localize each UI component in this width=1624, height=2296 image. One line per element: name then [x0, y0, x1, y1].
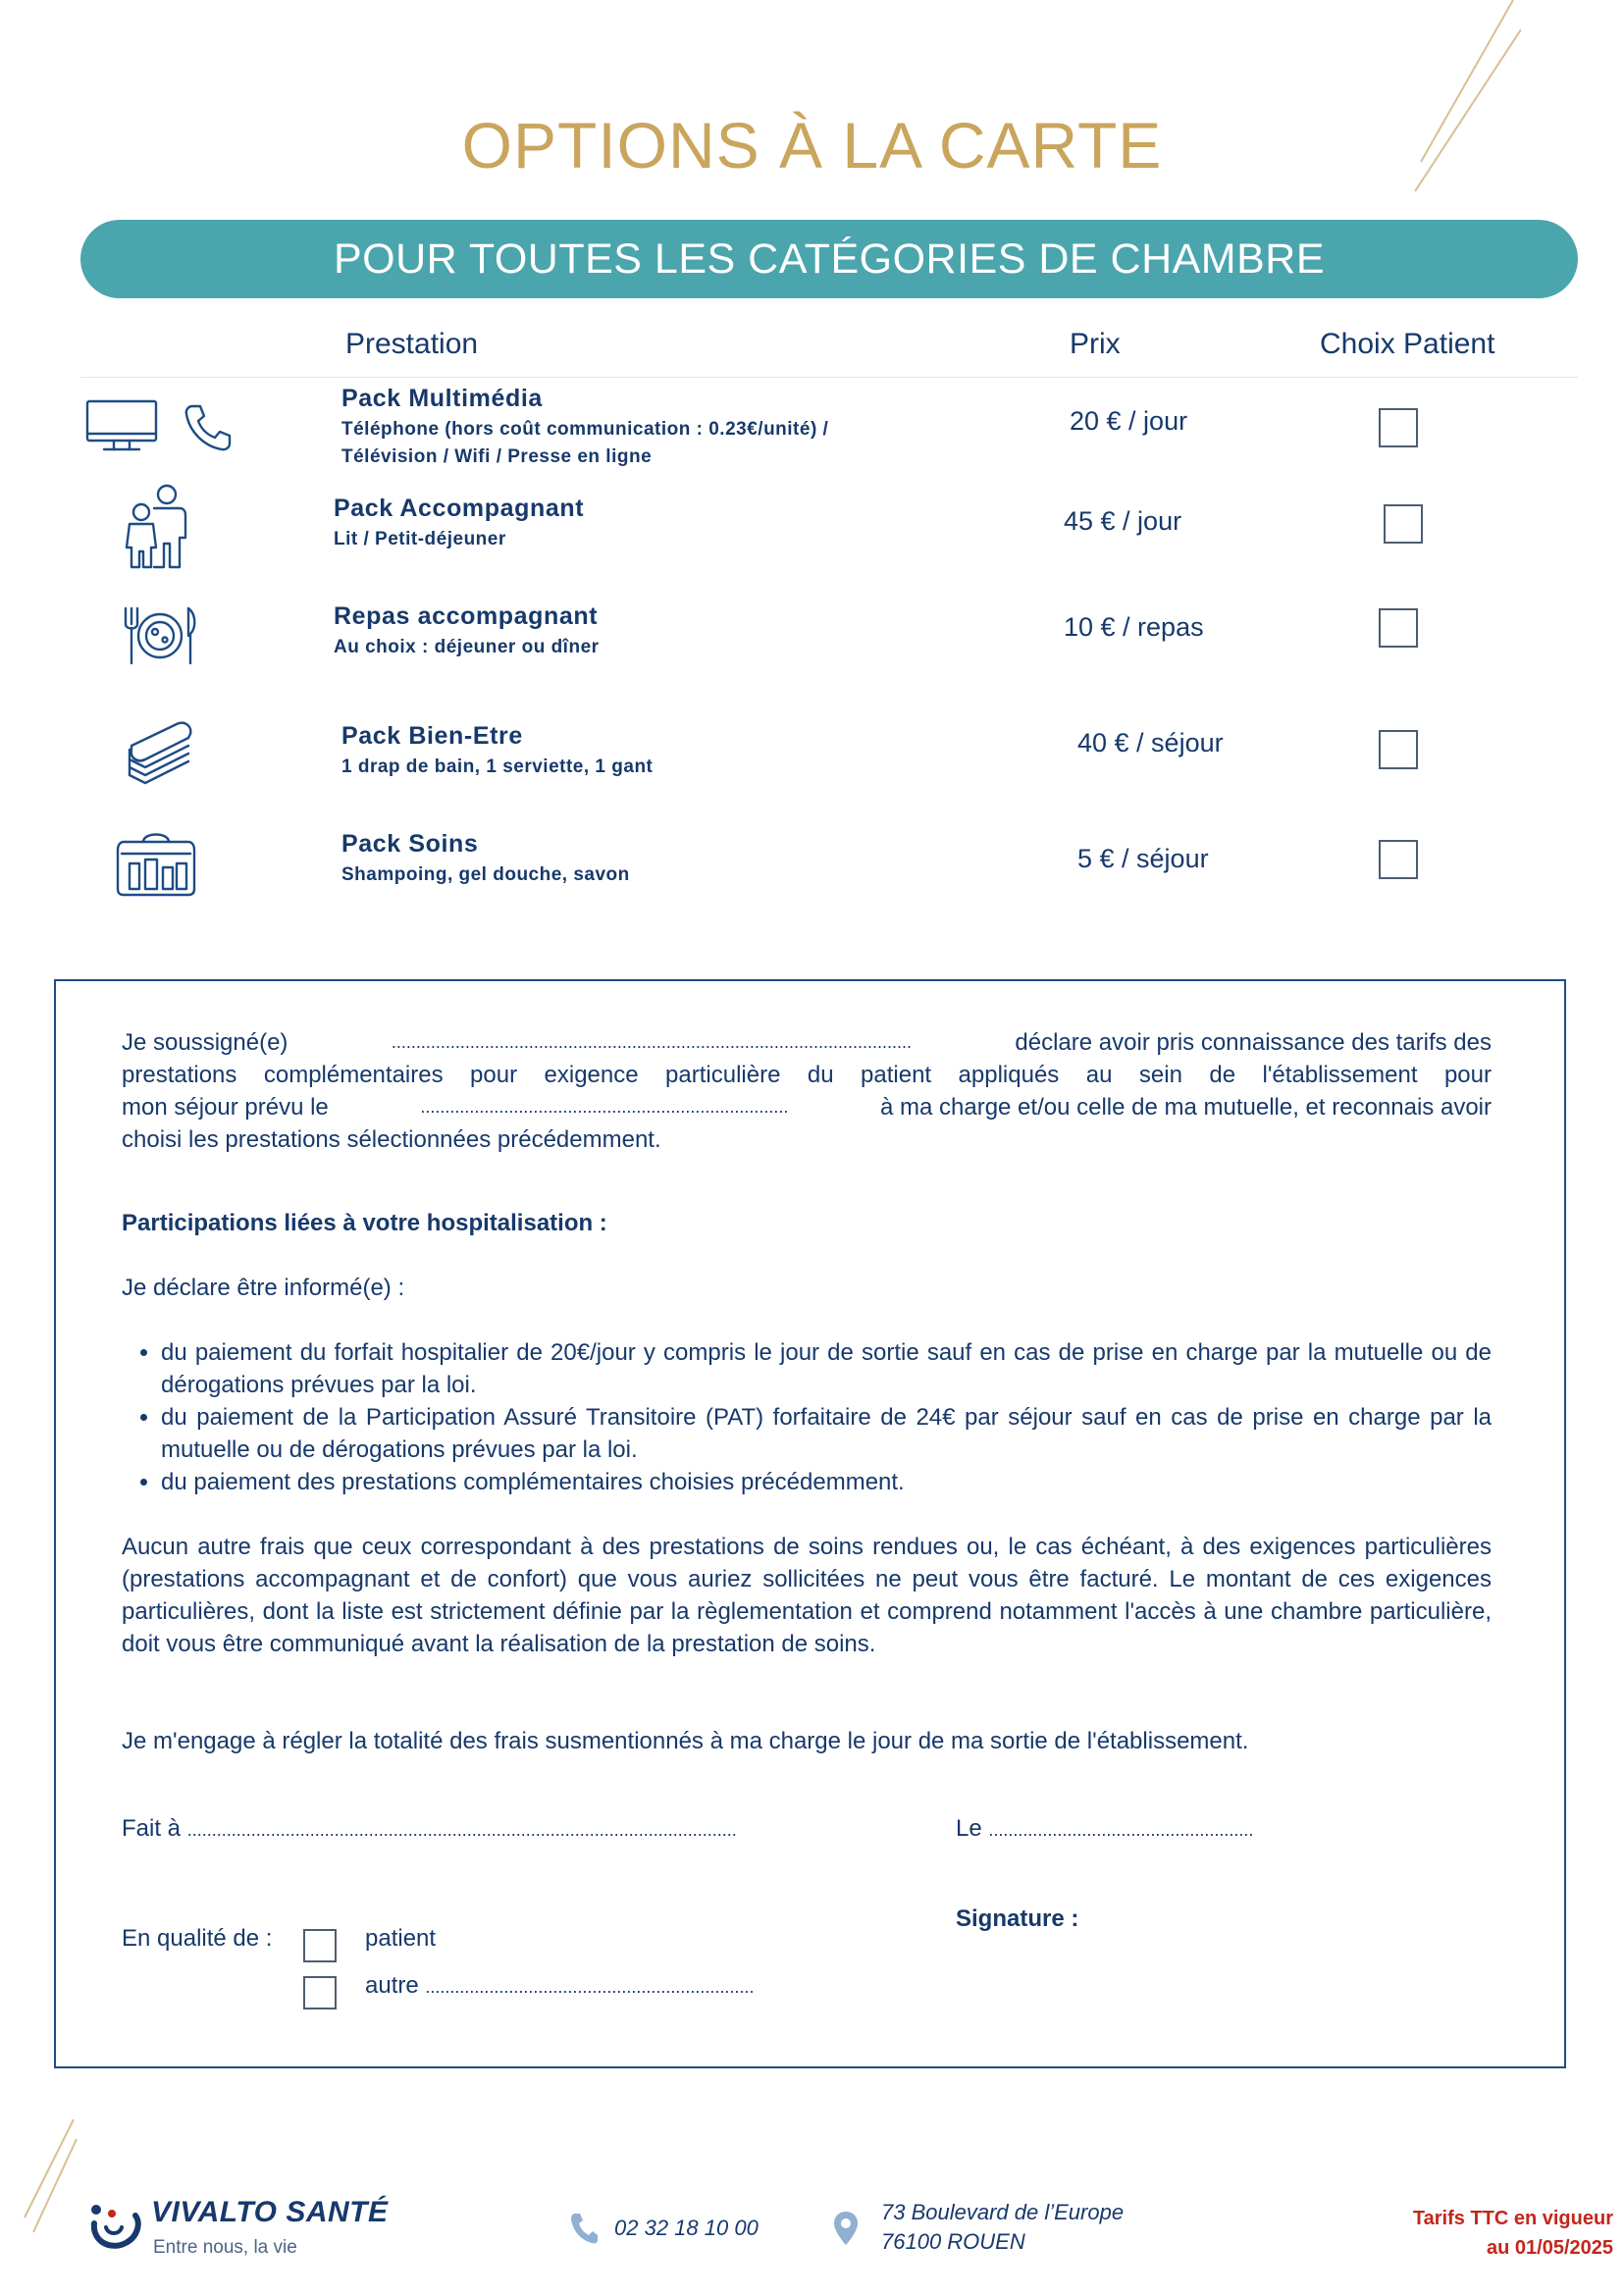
- decorative-lines-bottom: [20, 2119, 79, 2237]
- tv-icon: [84, 398, 159, 460]
- tarif-line: au 01/05/2025: [1487, 2237, 1613, 2259]
- row-title: Pack Bien-Etre: [341, 722, 523, 750]
- patient-label: patient: [365, 1925, 437, 1952]
- vivalto-logo: [86, 2194, 145, 2260]
- header-prix: Prix: [1070, 328, 1121, 360]
- tarif-note: [1276, 2204, 1613, 2263]
- phone-icon: [183, 402, 234, 458]
- fait-a-blank[interactable]: ................................................................................................................: [186, 1820, 737, 1840]
- autre-line: [365, 1972, 754, 2000]
- row-soins-text: [341, 830, 630, 890]
- price-bienetre: 40 € / séjour: [1077, 728, 1224, 757]
- engage-paragraph: Je m'engage à régler la totalité des frais susmentionnés à ma charge le jour de ma sortie de l'établissement.: [122, 1728, 1249, 1754]
- declaration-text: Je soussigné(e): [122, 1029, 288, 1056]
- address-line: 76100 ROUEN: [881, 2229, 1025, 2254]
- location-pin-icon: [832, 2210, 860, 2252]
- informed-text: Je déclare être informé(e) :: [122, 1275, 405, 1301]
- qualite-label: En qualité de :: [122, 1925, 273, 1952]
- companion-icon: [122, 483, 190, 576]
- aucun-paragraph: Aucun autre frais que ceux correspondant à des prestations de soins rendues ou, le cas échéant, à des exigences particulières (prestations accompagnant et de confort) que vous auriez sollicitées ne peut vous être facturé. Le montant de ces exigences particulières, dont la liste est strictement définie par la règlementation et comprend notamment l'accès à une chambre particulière, doit vous être communiqué avant la réalisation de la prestation de soins.: [122, 1534, 1492, 1657]
- declaration-text: choisi les prestations sélectionnées précédemment.: [122, 1126, 661, 1153]
- le-label: Le: [956, 1815, 982, 1842]
- row-desc: Téléphone (hors coût communication : 0.23€/unité) /: [341, 419, 829, 440]
- autre-blank[interactable]: ...................................................................: [425, 1977, 755, 1997]
- row-desc: Lit / Petit-déjeuner: [334, 529, 506, 549]
- row-title: Pack Multimédia: [341, 385, 543, 412]
- checkbox-multimedia[interactable]: [1379, 408, 1418, 447]
- footer-address: [881, 2198, 1124, 2257]
- list-item: • du paiement du forfait hospitalier de 20€/jour y compris le jour de sortie sauf en cas de prise en charge par la mutuelle ou de dérogations prévues par la loi.: [161, 1336, 1492, 1401]
- signature-label: Signature :: [956, 1905, 1079, 1932]
- date-blank[interactable]: ...........................................................................: [420, 1097, 789, 1117]
- row-multimedia-text: [341, 385, 828, 472]
- le-blank[interactable]: ......................................................: [988, 1820, 1254, 1840]
- declaration-text: prestations complémentaires pour exigence particulière du patient appliqués au sein de l'établissement pour: [122, 1062, 1492, 1088]
- row-title: Repas accompagnant: [334, 602, 599, 630]
- checkbox-patient[interactable]: [303, 1929, 337, 1962]
- row-accompagnant-text: [334, 495, 584, 554]
- header-choix-patient: Choix Patient: [1320, 328, 1495, 360]
- header-prestation: Prestation: [345, 328, 479, 360]
- row-desc: Au choix : déjeuner ou dîner: [334, 637, 600, 657]
- checkbox-bienetre[interactable]: [1379, 730, 1418, 769]
- checkbox-repas[interactable]: [1379, 608, 1418, 648]
- row-bienetre-text: [341, 722, 653, 782]
- checkbox-autre[interactable]: [303, 1976, 337, 2009]
- meal-icon: [118, 604, 202, 672]
- declaration-text: mon séjour prévu le: [122, 1094, 329, 1121]
- checkbox-accompagnant[interactable]: [1384, 504, 1423, 544]
- autre-label: autre: [365, 1972, 419, 1999]
- list-item: • du paiement des prestations complémentaires choisies précédemment.: [161, 1466, 1492, 1498]
- fait-a-line: [122, 1815, 737, 1843]
- declaration-paragraph: [122, 1026, 1492, 1156]
- category-banner: POUR TOUTES LES CATÉGORIES DE CHAMBRE: [80, 220, 1578, 298]
- address-line: 73 Boulevard de l’Europe: [881, 2200, 1125, 2224]
- price-soins: 5 € / séjour: [1077, 844, 1209, 873]
- row-desc: 1 drap de bain, 1 serviette, 1 gant: [341, 757, 654, 777]
- header-divider: [80, 377, 1578, 378]
- logo-mark-icon: [86, 2194, 145, 2255]
- tarif-line: Tarifs TTC en vigueur: [1412, 2208, 1613, 2229]
- footer-phone: 02 32 18 10 00: [614, 2216, 759, 2240]
- price-repas: 10 € / repas: [1064, 612, 1204, 642]
- logo-tagline: Entre nous, la vie: [153, 2237, 297, 2258]
- checkbox-soins[interactable]: [1379, 840, 1418, 879]
- row-title: Pack Soins: [341, 830, 479, 858]
- page-title: OPTIONS À LA CARTE: [461, 109, 1163, 182]
- row-title: Pack Accompagnant: [334, 495, 585, 522]
- towels-icon: [122, 716, 200, 790]
- logo-name: VIVALTO SANTÉ: [151, 2196, 389, 2228]
- price-accompagnant: 45 € / jour: [1064, 506, 1182, 536]
- le-line: [956, 1815, 1253, 1843]
- fait-a-label: Fait à: [122, 1815, 182, 1842]
- name-blank[interactable]: ..........................................................................................................: [391, 1032, 912, 1052]
- price-multimedia: 20 € / jour: [1070, 406, 1188, 436]
- list-item: • du paiement de la Participation Assuré Transitoire (PAT) forfaitaire de 24€ par séjour sauf en cas de prise en charge par la mutuelle ou de dérogations prévues par la loi.: [161, 1401, 1492, 1466]
- declaration-text: déclare avoir pris connaissance des tarifs des: [1015, 1029, 1492, 1056]
- phone-icon: [569, 2212, 599, 2250]
- row-desc: Shampoing, gel douche, savon: [341, 864, 630, 885]
- toiletry-bag-icon: [116, 828, 196, 902]
- row-desc: Télévision / Wifi / Presse en ligne: [341, 446, 653, 467]
- row-repas-text: [334, 602, 600, 662]
- bullet-list: [122, 1336, 1492, 1498]
- participations-heading: Participations liées à votre hospitalisation :: [122, 1210, 607, 1236]
- declaration-text: à ma charge et/ou celle de ma mutuelle, et reconnais avoir: [879, 1094, 1492, 1121]
